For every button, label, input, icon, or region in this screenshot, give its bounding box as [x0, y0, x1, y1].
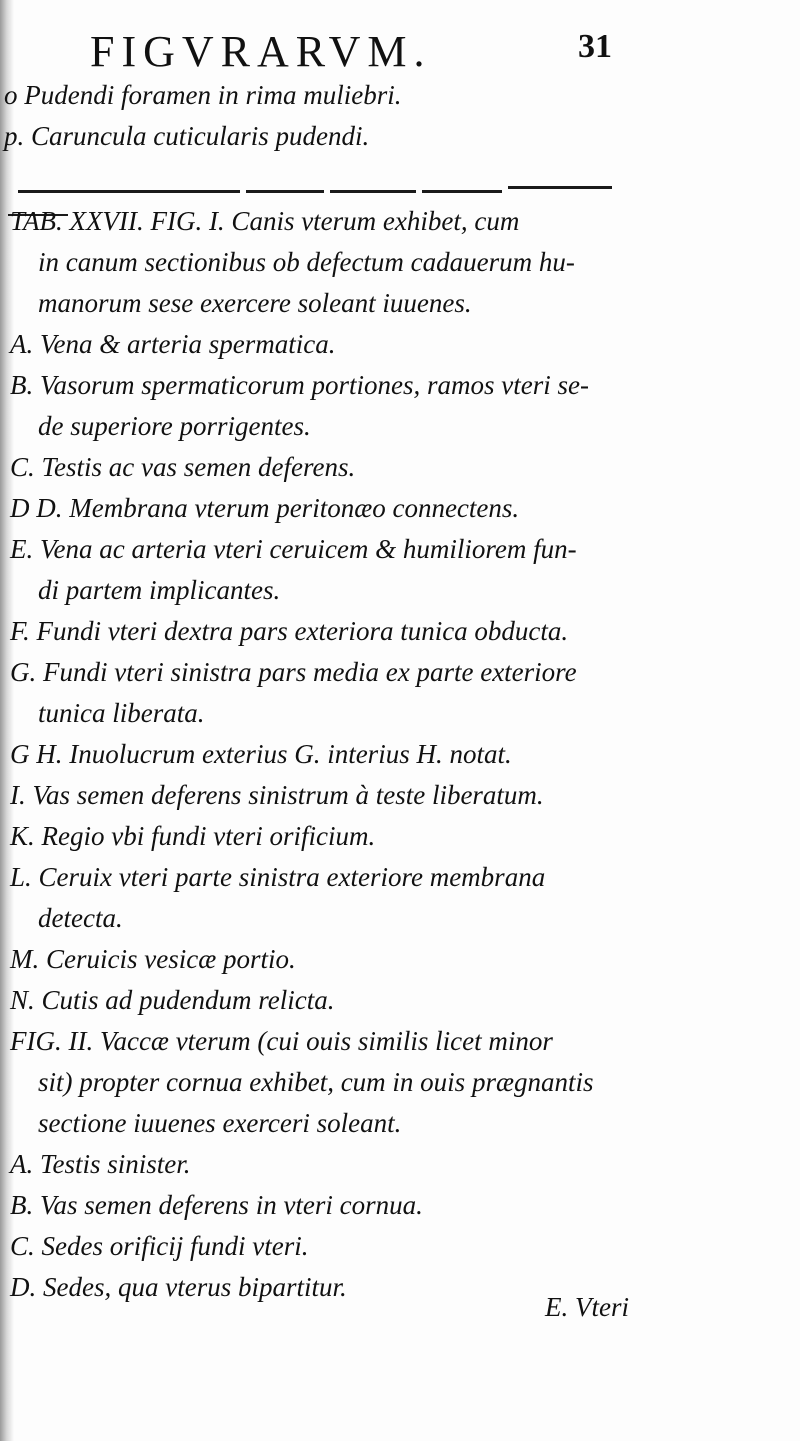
section-divider [508, 186, 612, 189]
legend-entry: G H. Inuolucrum exterius G. interius H. notat. [10, 739, 512, 769]
legend-entry: B. Vas semen deferens in vteri cornua. [10, 1190, 423, 1220]
legend-line: detecta. [38, 903, 123, 933]
legend-entry: I. Vas semen deferens sinistrum à teste liberatum. [10, 780, 544, 810]
legend-entry: D. Sedes, qua vterus bipartitur. [10, 1272, 347, 1302]
legend-entry: A. Vena & arteria spermatica. [10, 329, 336, 359]
legend-entry: E. Vena ac arteria vteri ceruicem & humiliorem fun- [10, 534, 577, 564]
legend-entry: C. Testis ac vas semen deferens. [10, 452, 356, 482]
legend-entry: M. Ceruicis vesicæ portio. [10, 944, 296, 974]
legend-line: tunica liberata. [38, 698, 205, 728]
page-header [0, 20, 800, 80]
legend-entry: D D. Membrana vterum peritonæo connectens. [10, 493, 520, 523]
section-divider [18, 190, 240, 193]
legend-entry: C. Sedes orificij fundi vteri. [10, 1231, 309, 1261]
legend-line: sectione iuuenes exerceri soleant. [38, 1108, 402, 1138]
legend-heading: FIG. II. Vaccæ vterum (cui ouis similis licet minor [10, 1026, 553, 1056]
page-number: 31 [578, 28, 612, 65]
legend-entry: G. Fundi vteri sinistra pars media ex parte exteriore [10, 657, 577, 687]
legend-entry: F. Fundi vteri dextra pars exteriora tunica obducta. [10, 616, 569, 646]
catchword: E. Vteri [545, 1292, 629, 1322]
continued-legend [4, 80, 644, 162]
section-divider [246, 190, 324, 193]
legend-line: manorum sese exercere soleant iuuenes. [38, 288, 472, 318]
section-divider [330, 190, 416, 193]
legend-entry: N. Cutis ad pudendum relicta. [10, 985, 335, 1015]
legend-entry: B. Vasorum spermaticorum portiones, ramos vteri se- [10, 370, 589, 400]
legend-line: in canum sectionibus ob defectum cadauerum hu- [38, 247, 575, 277]
section-divider [422, 190, 502, 193]
legend-entry: o Pudendi foramen in rima muliebri. [4, 80, 402, 110]
legend-entry: K. Regio vbi fundi vteri orificium. [10, 821, 376, 851]
legend-entry: L. Ceruix vteri parte sinistra exteriore membrana [10, 862, 546, 892]
legend-line: de superiore porrigentes. [38, 411, 311, 441]
plate-legend [10, 206, 650, 1313]
legend-heading: TAB. XXVII. FIG. I. Canis vterum exhibet, cum [10, 206, 520, 236]
legend-entry: p. Caruncula cuticularis pudendi. [4, 121, 370, 151]
legend-entry: A. Testis sinister. [10, 1149, 191, 1179]
legend-line: sit) propter cornua exhibet, cum in ouis prægnantis [38, 1067, 594, 1097]
legend-line: di partem implicantes. [38, 575, 281, 605]
running-title: FIGVRARVM. [90, 27, 432, 76]
